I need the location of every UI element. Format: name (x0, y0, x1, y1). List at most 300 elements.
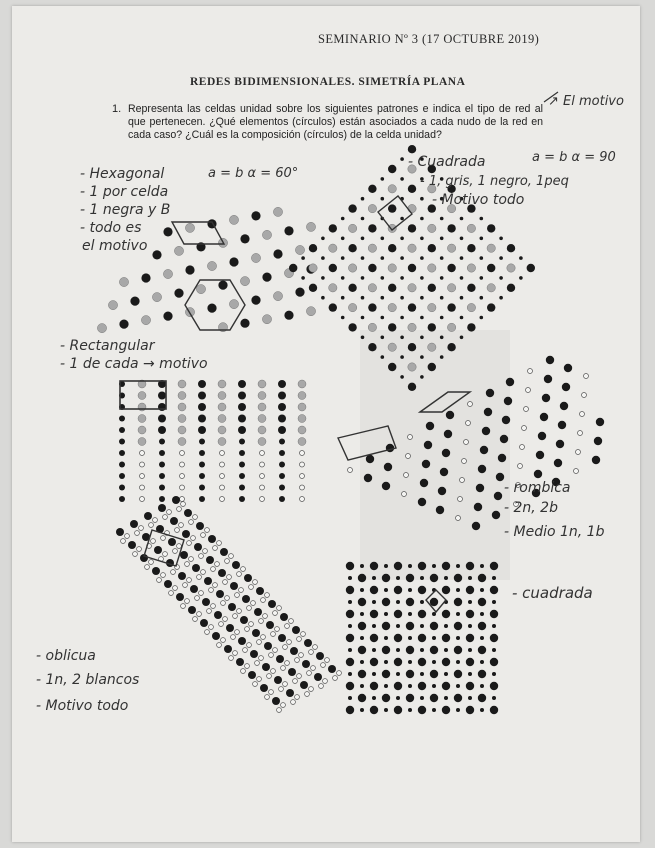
white-dot (295, 658, 300, 663)
white-dot (133, 552, 138, 557)
black-dot (204, 577, 212, 585)
black-dot (159, 462, 165, 468)
black-dot (304, 639, 312, 647)
black-dot (164, 580, 172, 588)
white-dot (307, 671, 312, 676)
white-dot (289, 619, 294, 624)
gray-dot (298, 438, 306, 446)
gray-dot (218, 403, 226, 411)
black-dot (408, 612, 412, 616)
black-dot (406, 646, 414, 654)
black-dot (119, 439, 125, 445)
white-dot (220, 474, 225, 479)
white-dot (149, 560, 154, 565)
black-dot (288, 668, 296, 676)
gray-dot (428, 224, 436, 232)
black-dot (406, 694, 414, 702)
black-dot (158, 426, 166, 434)
note-el-motivo: ↗ El motivo (548, 94, 624, 109)
black-dot (256, 587, 264, 595)
black-dot (199, 450, 205, 456)
black-dot (424, 441, 432, 449)
white-dot (245, 627, 250, 632)
note-line: - Rectangular (60, 338, 155, 354)
white-dot (293, 679, 298, 684)
black-dot (384, 463, 392, 471)
black-dot (278, 392, 286, 400)
black-dot (460, 316, 464, 320)
gray-dot (262, 230, 271, 239)
white-dot (199, 591, 204, 596)
white-dot (189, 520, 194, 525)
black-dot (238, 415, 246, 423)
black-dot (278, 403, 286, 411)
white-dot (265, 695, 270, 700)
white-dot (285, 661, 290, 666)
black-dot (430, 574, 438, 582)
black-dot (302, 660, 310, 668)
black-dot (507, 244, 515, 252)
black-dot (430, 694, 438, 702)
black-dot (309, 244, 317, 252)
black-dot (279, 462, 285, 468)
white-dot (260, 497, 265, 502)
black-dot (381, 177, 385, 181)
black-dot (372, 624, 376, 628)
gray-dot (388, 264, 396, 272)
black-dot (384, 708, 388, 712)
gray-dot (218, 426, 226, 434)
black-dot (381, 197, 385, 201)
black-dot (490, 682, 498, 690)
white-dot (269, 653, 274, 658)
black-dot (341, 217, 345, 221)
black-dot (454, 670, 462, 678)
white-dot (241, 669, 246, 674)
black-dot (284, 226, 293, 235)
black-dot (418, 658, 426, 666)
white-dot (231, 635, 236, 640)
black-dot (394, 682, 402, 690)
black-dot (218, 569, 226, 577)
black-dot (368, 185, 376, 193)
unit-cell-rect-4 (338, 426, 396, 460)
black-dot (536, 451, 544, 459)
black-dot (176, 593, 184, 601)
black-dot (442, 706, 450, 714)
black-dot (341, 296, 345, 300)
black-dot (381, 237, 385, 241)
gray-dot (348, 264, 356, 272)
white-dot (140, 497, 145, 502)
black-dot (341, 237, 345, 241)
white-dot (217, 643, 222, 648)
black-dot (370, 610, 378, 618)
gray-dot (178, 380, 186, 388)
white-dot (260, 485, 265, 490)
black-dot (361, 237, 365, 241)
white-dot (458, 497, 463, 502)
white-dot (245, 664, 250, 669)
white-dot (269, 690, 274, 695)
black-dot (460, 296, 464, 300)
white-dot (213, 583, 218, 588)
black-dot (474, 503, 482, 511)
white-dot (275, 627, 280, 632)
black-dot (174, 289, 183, 298)
black-dot (309, 284, 317, 292)
white-dot (309, 687, 314, 692)
black-dot (251, 211, 260, 220)
black-dot (268, 600, 276, 608)
black-dot (240, 234, 249, 243)
black-dot (360, 564, 364, 568)
white-dot (169, 591, 174, 596)
white-dot (173, 586, 178, 591)
black-dot (154, 546, 162, 554)
white-dot (217, 541, 222, 546)
black-dot (239, 450, 245, 456)
white-dot (319, 684, 324, 689)
black-dot (198, 426, 206, 434)
black-dot (440, 316, 444, 320)
black-dot (454, 694, 462, 702)
question-number: 1. (112, 103, 122, 115)
black-dot (388, 204, 396, 212)
white-dot (140, 462, 145, 467)
white-dot (300, 474, 305, 479)
black-dot (236, 658, 244, 666)
black-dot (507, 284, 515, 292)
pattern-rhombic (348, 356, 605, 530)
black-dot (442, 658, 450, 666)
black-dot (490, 706, 498, 714)
white-dot (220, 497, 225, 502)
black-dot (418, 586, 426, 594)
gray-dot (408, 323, 416, 331)
black-dot (368, 224, 376, 232)
black-dot (440, 336, 444, 340)
white-dot (402, 492, 407, 497)
black-dot (348, 696, 352, 700)
black-dot (278, 415, 286, 423)
black-dot (478, 598, 486, 606)
black-dot (420, 197, 424, 201)
black-dot (480, 316, 484, 320)
black-dot (348, 244, 356, 252)
white-dot (180, 497, 185, 502)
black-dot (480, 256, 484, 260)
white-dot (161, 536, 166, 541)
black-dot (430, 598, 438, 606)
white-dot (582, 393, 587, 398)
black-dot (180, 551, 188, 559)
black-dot (468, 576, 472, 580)
black-dot (400, 316, 404, 320)
black-dot (361, 336, 365, 340)
black-dot (372, 648, 376, 652)
black-dot (262, 273, 271, 282)
black-dot (228, 603, 236, 611)
white-dot (255, 661, 260, 666)
seminar-header: SEMINARIO Nº 3 (17 OCTUBRE 2019) (318, 32, 540, 46)
black-dot (506, 378, 514, 386)
black-dot (295, 288, 304, 297)
gray-dot (258, 403, 266, 411)
white-dot (337, 671, 342, 676)
black-dot (468, 648, 472, 652)
white-dot (271, 669, 276, 674)
black-dot (159, 473, 165, 479)
black-dot (300, 681, 308, 689)
black-dot (444, 624, 448, 628)
black-dot (406, 598, 414, 606)
black-dot (490, 562, 498, 570)
white-dot (524, 407, 529, 412)
white-dot (460, 478, 465, 483)
note-line: el motivo (82, 238, 148, 254)
white-dot (180, 451, 185, 456)
black-dot (276, 655, 284, 663)
black-dot (492, 600, 496, 604)
black-dot (244, 574, 252, 582)
white-dot (173, 549, 178, 554)
gray-dot (108, 301, 117, 310)
black-dot (358, 694, 366, 702)
black-dot (382, 598, 390, 606)
black-dot (400, 157, 404, 161)
black-dot (159, 485, 165, 491)
black-dot (348, 284, 356, 292)
black-dot (368, 343, 376, 351)
white-dot (309, 650, 314, 655)
white-dot (193, 515, 198, 520)
white-dot (205, 528, 210, 533)
black-dot (348, 323, 356, 331)
black-dot (396, 624, 400, 628)
white-dot (260, 474, 265, 479)
black-dot (456, 684, 460, 688)
black-dot (346, 634, 354, 642)
white-dot (140, 451, 145, 456)
black-dot (341, 256, 345, 260)
white-dot (237, 609, 242, 614)
black-dot (348, 576, 352, 580)
black-dot (472, 522, 480, 530)
gray-dot (428, 303, 436, 311)
black-dot (408, 185, 416, 193)
black-dot (396, 648, 400, 652)
black-dot (527, 264, 535, 272)
black-dot (534, 470, 542, 478)
black-dot (384, 612, 388, 616)
white-dot (185, 562, 190, 567)
white-dot (281, 666, 286, 671)
white-dot (137, 547, 142, 552)
black-dot (212, 632, 220, 640)
pattern-square (346, 562, 498, 714)
white-dot (325, 658, 330, 663)
white-dot (233, 614, 238, 619)
black-dot (346, 706, 354, 714)
white-dot (220, 451, 225, 456)
black-dot (478, 622, 486, 630)
black-dot (456, 636, 460, 640)
black-dot (346, 682, 354, 690)
gray-dot (258, 426, 266, 434)
white-dot (179, 523, 184, 528)
white-dot (257, 640, 262, 645)
black-dot (426, 422, 434, 430)
white-dot (283, 682, 288, 687)
black-dot (190, 585, 198, 593)
black-dot (368, 264, 376, 272)
black-dot (466, 586, 474, 594)
white-dot (528, 369, 533, 374)
gray-dot (163, 269, 172, 278)
black-dot (239, 439, 245, 445)
black-dot (329, 224, 337, 232)
black-dot (266, 621, 274, 629)
black-dot (466, 706, 474, 714)
black-dot (238, 426, 246, 434)
white-dot (261, 635, 266, 640)
question-text: Representa las celdas unidad sobre los siguientes patrones e indica el tipo de red al que pertenecen. ¿Qué elementos (círculos) están asociados a cada nudo de la red en cada caso? ¿Cuál es la composición (círculos) de la celda unidad? (128, 103, 543, 141)
black-dot (480, 612, 484, 616)
white-dot (171, 570, 176, 575)
white-dot (247, 606, 252, 611)
black-dot (408, 564, 412, 568)
white-dot (323, 679, 328, 684)
black-dot (394, 610, 402, 618)
black-dot (487, 303, 495, 311)
black-dot (556, 440, 564, 448)
white-dot (180, 474, 185, 479)
white-dot (181, 502, 186, 507)
black-dot (420, 355, 424, 359)
black-dot (440, 355, 444, 359)
white-dot (520, 445, 525, 450)
black-dot (185, 265, 194, 274)
black-dot (408, 224, 416, 232)
black-dot (381, 336, 385, 340)
black-dot (368, 303, 376, 311)
white-dot (267, 674, 272, 679)
pattern-oblique (116, 496, 341, 712)
black-dot (158, 392, 166, 400)
white-dot (140, 485, 145, 490)
black-dot (158, 504, 166, 512)
black-dot (199, 439, 205, 445)
black-dot (480, 276, 484, 280)
white-dot (197, 612, 202, 617)
black-dot (346, 610, 354, 618)
black-dot (119, 496, 125, 502)
note-params: a = b α = 60° (208, 166, 299, 181)
black-dot (420, 316, 424, 320)
black-dot (408, 343, 416, 351)
black-dot (480, 564, 484, 568)
black-dot (564, 364, 572, 372)
note-line: - Medio 1n, 1b (504, 524, 605, 540)
black-dot (361, 296, 365, 300)
black-dot (420, 696, 424, 700)
black-dot (361, 316, 365, 320)
black-dot (418, 498, 426, 506)
black-dot (279, 473, 285, 479)
black-dot (321, 296, 325, 300)
black-dot (480, 217, 484, 221)
black-dot (130, 297, 139, 306)
black-dot (396, 600, 400, 604)
white-dot (273, 648, 278, 653)
black-dot (594, 437, 602, 445)
white-dot (271, 632, 276, 637)
black-dot (422, 460, 430, 468)
black-dot (418, 610, 426, 618)
gray-dot (178, 403, 186, 411)
white-dot (462, 459, 467, 464)
white-dot (163, 552, 168, 557)
black-dot (466, 634, 474, 642)
black-dot (519, 256, 523, 260)
white-dot (253, 682, 258, 687)
white-dot (259, 619, 264, 624)
black-dot (408, 708, 412, 712)
black-dot (438, 487, 446, 495)
white-dot (221, 638, 226, 643)
black-dot (562, 383, 570, 391)
black-dot (239, 462, 245, 468)
black-dot (400, 237, 404, 241)
black-dot (230, 582, 238, 590)
white-dot (177, 507, 182, 512)
black-dot (444, 430, 452, 438)
black-dot (321, 256, 325, 260)
black-dot (188, 606, 196, 614)
black-dot (260, 684, 268, 692)
black-dot (418, 562, 426, 570)
black-dot (480, 237, 484, 241)
gray-dot (408, 204, 416, 212)
black-dot (384, 564, 388, 568)
black-dot (192, 564, 200, 572)
black-dot (420, 256, 424, 260)
black-dot (238, 392, 246, 400)
black-dot (430, 646, 438, 654)
gray-dot (507, 264, 515, 272)
black-dot (284, 311, 293, 320)
gray-dot (218, 380, 226, 388)
white-dot (263, 614, 268, 619)
black-dot (456, 708, 460, 712)
white-dot (277, 606, 282, 611)
black-dot (490, 658, 498, 666)
black-dot (116, 528, 124, 536)
gray-dot (388, 185, 396, 193)
gray-dot (487, 284, 495, 292)
white-dot (247, 643, 252, 648)
white-dot (207, 609, 212, 614)
black-dot (460, 217, 464, 221)
black-dot (370, 706, 378, 714)
black-dot (420, 479, 428, 487)
black-dot (130, 520, 138, 528)
black-dot (163, 312, 172, 321)
black-dot (447, 264, 455, 272)
black-dot (198, 380, 206, 388)
black-dot (468, 600, 472, 604)
